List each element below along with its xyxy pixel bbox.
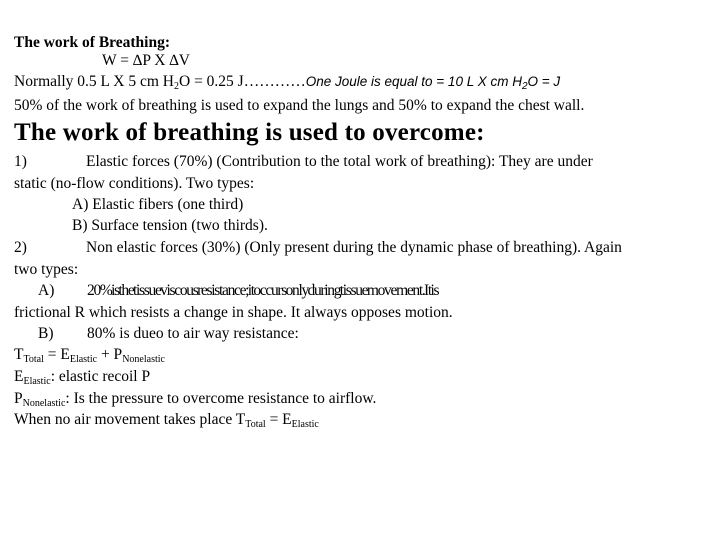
joule-note: One Joule is equal to = 10 L X cm $H_2O = J$ xyxy=(305,74,561,92)
item-2-a: A) 20% is the tissue viscous resistance; it occurs only during tissue movement. It is xyxy=(38,282,439,299)
title: The work of Breathing: xyxy=(14,34,171,51)
item-1: 1) Elastic forces (70%) (Contribution to the total work of breathing): They are under xyxy=(14,153,593,170)
item-1-a: A) Elastic fibers (one third) xyxy=(72,196,244,213)
item-2: 2) Non elastic forces (30%) (Only present during the dynamic phase of breathing). Again xyxy=(14,239,622,256)
item-1-continuation: static (no-flow conditions). Two types: xyxy=(14,175,255,192)
item-2-a-continuation: frictional R which resists a change in shape. It always opposes motion. xyxy=(14,304,453,321)
item-2-continuation: two types: xyxy=(14,261,79,278)
no-air-movement-line: When no air movement takes place $T_{Total} = E_{Elastic}$ xyxy=(14,411,319,430)
nonelastic-definition: $P_{Nonelastic}$: Is the pressure to overcome resistance to airflow. xyxy=(14,390,377,409)
item-2-b: B) 80% is dueo to air way resistance: xyxy=(38,325,299,342)
elastic-definition: $E_{Elastic}$: elastic recoil P xyxy=(14,368,151,387)
item-1-b: B) Surface tension (two thirds). xyxy=(72,217,268,234)
normal-work-line: Normally 0.5 L X 5 cm $H_2O = 0.25$ J…………One Joule is equal to = 10 L X cm $H_2O = J$ xyxy=(14,73,561,92)
work-formula: W = ∆P X ∆V xyxy=(102,52,190,69)
section-heading: The work of breathing is used to overcome: xyxy=(14,119,485,146)
total-work-equation: $T_{Total} = E_{Elastic} + P_{Nonelastic}$ xyxy=(14,346,165,365)
work-split-line: 50% of the work of breathing is used to expand the lungs and 50% to expand the chest wall. xyxy=(14,97,585,114)
